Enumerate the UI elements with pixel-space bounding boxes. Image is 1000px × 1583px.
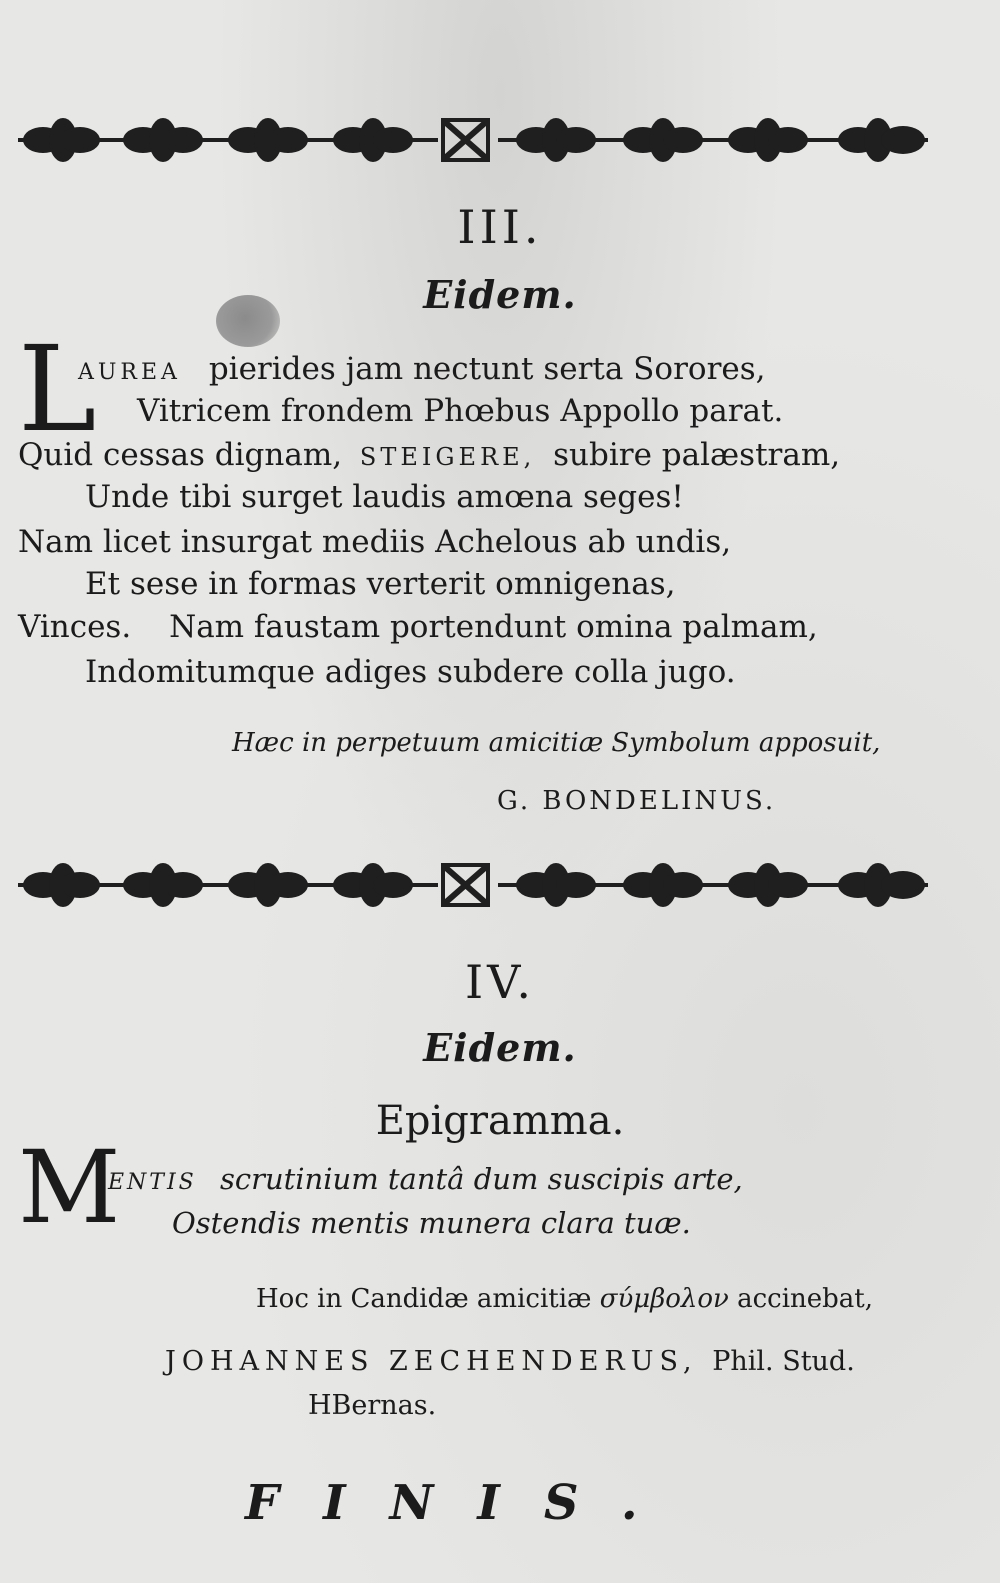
epigram-line-1	[108, 1162, 743, 1200]
section-genre-epigramma: Epigramma.	[375, 1098, 625, 1144]
verse-line-8: Indomitumque adiges subdere colla jugo.	[85, 654, 736, 690]
dedication-iv	[256, 1284, 873, 1314]
epigram-line-1-text: scrutinium tantâ dum suscipis arte,	[219, 1162, 743, 1196]
section-heading-eidem: Eidem.	[423, 272, 577, 317]
epigram-line-2: Ostendis mentis munera clara tuæ.	[172, 1206, 691, 1240]
dedication-iv-a: Hoc in Candidæ amicitiæ	[256, 1284, 592, 1314]
section-number-iii: III.	[457, 200, 543, 254]
author-zechenderus-name: JOHANNES ZECHENDERUS,	[165, 1346, 698, 1377]
dedication-iv-greek: σύμβολον	[599, 1284, 729, 1314]
top-ornament-band	[18, 105, 933, 175]
verse-line-3-b: subire palæstram,	[553, 437, 841, 473]
section-number-iv: IV.	[465, 955, 535, 1009]
finis-colophon: FINIS.	[245, 1475, 682, 1531]
verse-line-7-a: Vinces.	[18, 609, 132, 645]
drop-cap-l: L	[18, 320, 97, 458]
verse-line-4: Unde tibi surget laudis amœna seges!	[85, 479, 684, 515]
middle-ornament-band	[18, 850, 933, 920]
drop-cap-m: M	[18, 1129, 121, 1246]
ornament-center-piece	[443, 120, 488, 160]
author-bondelinus: G. BONDELINUS.	[497, 786, 777, 816]
section-heading-eidem-iv: Eidem.	[423, 1025, 577, 1070]
verse-line-1-lead: AUREA	[78, 360, 181, 385]
epigram-line-1-lead: ENTIS	[108, 1170, 197, 1195]
verse-line-3-name: STEIGERE,	[359, 443, 536, 471]
verse-line-6: Et sese in formas verterit omnigenas,	[85, 566, 676, 602]
verse-line-3-a: Quid cessas dignam,	[18, 437, 343, 473]
dedication-iv-b: accinebat,	[737, 1284, 874, 1314]
verse-line-1	[78, 352, 766, 390]
author-zechenderus-title: Phil. Stud.	[712, 1346, 855, 1377]
author-place: HBernas.	[308, 1390, 437, 1421]
author-zechenderus	[165, 1346, 855, 1377]
verse-line-7-b: Nam faustam portendunt omina palmam,	[169, 609, 818, 645]
verse-line-2: Vitricem frondem Phœbus Appollo parat.	[137, 393, 784, 429]
verse-line-5: Nam licet insurgat mediis Achelous ab undis,	[18, 524, 732, 560]
ink-stain	[216, 295, 280, 347]
verse-line-1-text: pierides jam nectunt serta Sorores,	[208, 351, 766, 387]
verse-line-3	[18, 438, 840, 474]
verse-line-7	[18, 610, 818, 644]
dedication-iii: Hæc in perpetuum amicitiæ Symbolum apposuit,	[232, 728, 881, 758]
